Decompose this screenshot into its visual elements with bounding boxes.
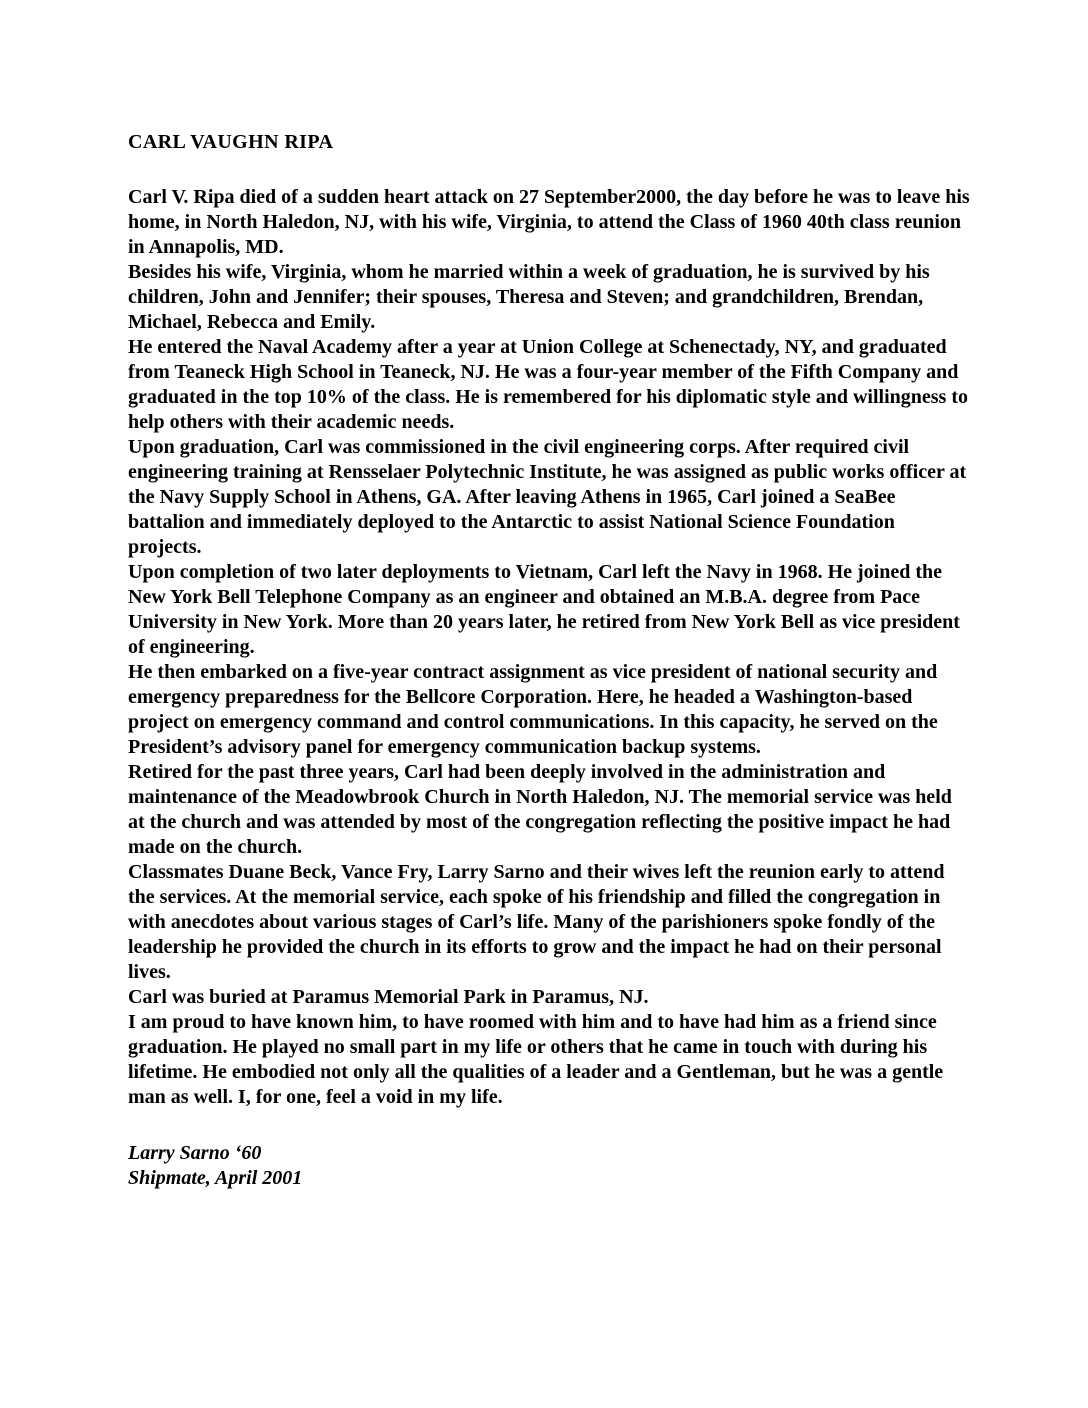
paragraph-retirement: Retired for the past three years, Carl had been deeply involved in the administration and maintenance of the Meadowbrook Church in North Haledon, NJ. The memorial service was held at the church and was attended by most of the congregation reflecting the positive impact he had made on the church. [128, 761, 952, 858]
signature-publication: Shipmate, April 2001 [128, 1167, 303, 1189]
document-body [128, 185, 970, 1110]
paragraph-tribute: I am proud to have known him, to have roomed with him and to have had him as a friend since graduation. He played no small part in my life or others that he came in touch with during his lifetime. He embodied not only all the qualities of a leader and a Gentleman, but he was a gentle man as well. I, for one, feel a void in my life. [128, 1011, 944, 1108]
signature-block [128, 1141, 970, 1191]
paragraph-civilian-career: Upon completion of two later deployments to Vietnam, Carl left the Navy in 1968. He joined the New York Bell Telephone Company as an engineer and obtained an M.B.A. degree from Pace University in New York. More than 20 years later, he retired from New York Bell as vice president of engineering. [128, 561, 960, 658]
paragraph-death-notice: Carl V. Ripa died of a sudden heart attack on 27 September2000, the day before he was to leave his home, in North Haledon, NJ, with his wife, Virginia, to attend the Class of 1960 40th class reunion in Annapolis, MD. [128, 186, 970, 258]
paragraph-education: He entered the Naval Academy after a year at Union College at Schenectady, NY, and graduated from Teaneck High School in Teaneck, NJ. He was a four-year member of the Fifth Company and graduated in the top 10% of the class. He is remembered for his diplomatic style and willingness to help others with their academic needs. [128, 336, 968, 433]
paragraph-survivors: Besides his wife, Virginia, whom he married within a week of graduation, he is survived by his children, John and Jennifer; their spouses, Theresa and Steven; and grandchildren, Brendan, Michael, Rebecca and Emily. [128, 261, 930, 333]
paragraph-memorial: Classmates Duane Beck, Vance Fry, Larry Sarno and their wives left the reunion early to attend the services. At the memorial service, each spoke of his friendship and filled the congregation in with anecdotes about various stages of Carl’s life. Many of the parishioners spoke fondly of the leadership he provided the church in its efforts to grow and the impact he had on their personal lives. [128, 861, 945, 983]
paragraph-bellcore: He then embarked on a five-year contract assignment as vice president of national security and emergency preparedness for the Bellcore Corporation. Here, he headed a Washington-based project on emergency command and control communications. In this capacity, he served on the President’s advisory panel for emergency communication backup systems. [128, 661, 938, 758]
paragraph-navy-career: Upon graduation, Carl was commissioned in the civil engineering corps. After required civil engineering training at Rensselaer Polytechnic Institute, he was assigned as public works officer at the Navy Supply School in Athens, GA. After leaving Athens in 1965, Carl joined a SeaBee battalion and immediately deployed to the Antarctic to assist National Science Foundation projects. [128, 436, 967, 558]
paragraph-burial: Carl was buried at Paramus Memorial Park in Paramus, NJ. [128, 986, 649, 1008]
signature-author: Larry Sarno ‘60 [128, 1142, 262, 1164]
document-title: CARL VAUGHN RIPA [128, 131, 334, 153]
